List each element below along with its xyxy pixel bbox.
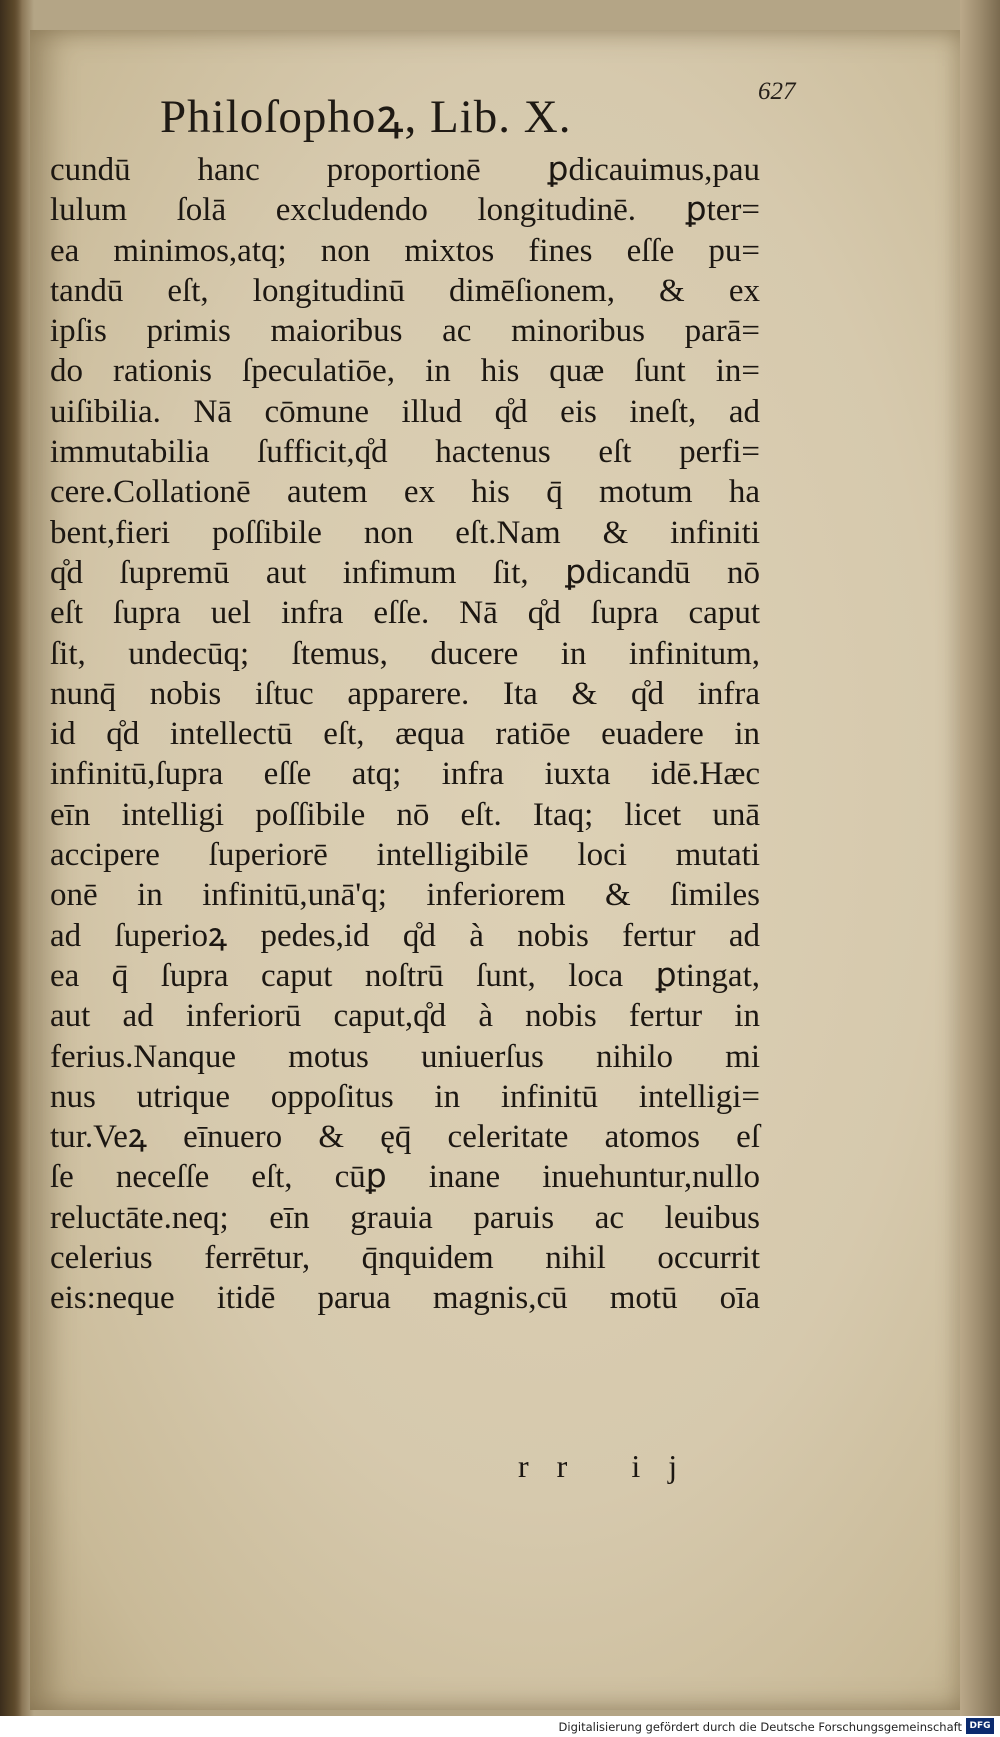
- text-line: onē in infinitū,unā'q; inferiorem & ſimiles: [50, 877, 760, 914]
- text-line: cere.Collationē autem ex his q̄ motum ha: [50, 474, 760, 511]
- text-line: celerius ferrētur, q̄nquidem nihil occurrit: [50, 1240, 760, 1277]
- text-line: eīn intelligi poſſibile nō eſt. Itaq; licet unā: [50, 796, 760, 833]
- text-line: ſit, undecūq; ſtemus, ducere in infinitum,: [50, 635, 760, 672]
- text-line: infinitū,ſupra eſſe atq; infra iuxta idē.Hæc: [50, 756, 760, 793]
- binding-gutter: [0, 0, 22, 1737]
- text-line: nus utrique oppoſitus in infinitū intelligi=: [50, 1078, 760, 1115]
- text-line: immutabilia ſufficit,q̊d hactenus eſt perfi=: [50, 434, 760, 471]
- text-line: tandū eſt, longitudinū dimēſionem, & ex: [50, 272, 760, 309]
- text-line: accipere ſuperiorē intelligibilē loci mutati: [50, 837, 760, 874]
- dfg-logo-icon: DFG: [966, 1718, 994, 1734]
- text-line: ipſis primis maioribus ac minoribus parā=: [50, 313, 760, 350]
- signature-mark: rr ij: [518, 1448, 706, 1484]
- text-line: ea q̄ ſupra caput noſtrū ſunt, loca ꝑtingat,: [50, 957, 760, 994]
- text-line: eis:neque itidē parua magnis,cū motū oīa: [50, 1280, 760, 1317]
- text-line: bent,fieri poſſibile non eſt.Nam & infiniti: [50, 514, 760, 551]
- body-text: [50, 150, 760, 1319]
- text-line: id q̊d intellectū eſt, æqua ratiōe euadere in: [50, 716, 760, 753]
- text-line: do rationis ſpeculatiōe, in his quæ ſunt in=: [50, 353, 760, 390]
- text-line: ad ſuperioꝝ pedes,id q̊d à nobis fertur ad: [50, 917, 760, 954]
- text-line: tur.Veꝝ eīnuero & ęq̄ celeritate atomos eſ: [50, 1119, 760, 1156]
- text-line: q̊d ſupremū aut infimum ſit, ꝑdicandū nō: [50, 554, 760, 591]
- text-line: cundū hanc proportionē ꝑdicauimus,pau: [50, 152, 760, 188]
- text-line: lulum ſolā excludendo longitudinē. ꝑter=: [50, 192, 760, 229]
- footer-credit: Digitalisierung gefördert durch die Deutsche Forschungsgemeinschaft: [558, 1720, 962, 1734]
- text-line: aut ad inferiorū caput,q̊d à nobis fertur in: [50, 998, 760, 1035]
- text-line: eſt ſupra uel infra eſſe. Nā q̊d ſupra caput: [50, 595, 760, 632]
- text-line: ferius.Nanque motus uniuerſus nihilo mi: [50, 1038, 760, 1075]
- page-number: 627: [758, 78, 796, 105]
- text-line: ſe neceſſe eſt, cūꝑ inane inuehuntur,nullo: [50, 1159, 760, 1196]
- text-line: ea minimos,atq; non mixtos fines eſſe pu=: [50, 232, 760, 269]
- page-edge: [960, 0, 1000, 1737]
- text-line: uiſibilia. Nā cōmune illud q̊d eis ineſt, ad: [50, 393, 760, 430]
- text-line: reluctāte.neq; eīn grauia paruis ac leuibus: [50, 1199, 760, 1236]
- running-head: Philoſophoꝝ, Lib. X.: [160, 91, 572, 143]
- text-line: nunq̄ nobis iſtuc apparere. Ita & q̊d infra: [50, 675, 760, 712]
